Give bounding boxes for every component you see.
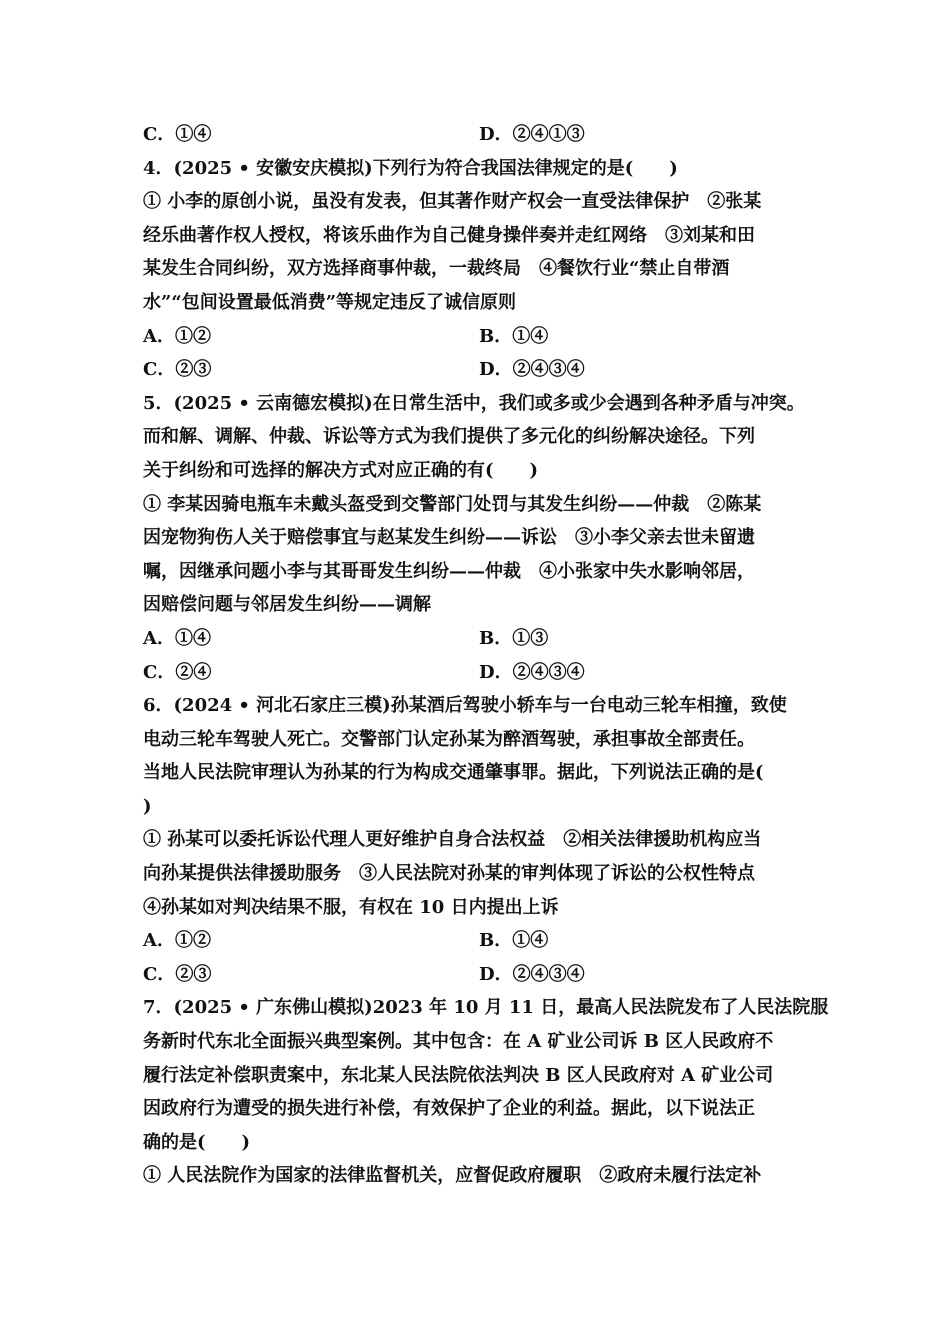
options-row xyxy=(143,656,810,690)
option-d: D．②④③④ xyxy=(479,963,585,985)
question-stem: 4．(2025 • 安徽安庆模拟)下列行为符合我国法律规定的是( ) xyxy=(143,157,678,179)
document-page xyxy=(143,118,829,1193)
statement-line: 向孙某提供法律援助服务 ③人民法院对孙某的审判体现了诉讼的公权性特点 xyxy=(143,863,755,885)
statement-line: ④孙某如对判决结果不服，有权在 10 日内提出上诉 xyxy=(143,896,559,918)
question-stem: 电动三轮车驾驶人死亡。交警部门认定孙某为醉酒驾驶，承担事故全部责任。 xyxy=(143,728,755,750)
question-stem: 5．(2025 • 云南德宏模拟)在日常生活中，我们或多或少会遇到各种矛盾与冲突。 xyxy=(143,392,805,414)
option-d: D．②④③④ xyxy=(479,359,585,381)
option-d: D．②④③④ xyxy=(479,661,585,683)
option-a: A．①② xyxy=(143,930,211,952)
question-stem: 6．(2024 • 河北石家庄三模)孙某酒后驾驶小轿车与一台电动三轮车相撞，致使 xyxy=(143,695,787,717)
question-stem: 当地人民法院审理认为孙某的行为构成交通肇事罪。据此，下列说法正确的是( xyxy=(143,762,764,784)
question-stem: 确的是( ) xyxy=(143,1131,251,1153)
question-7 xyxy=(143,991,829,1193)
option-b: B．①④ xyxy=(479,325,549,347)
question-stem: ) xyxy=(143,795,152,817)
question-stem: 因政府行为遭受的损失进行补偿，有效保护了企业的利益。据此，以下说法正 xyxy=(143,1098,755,1120)
question-stem: 履行法定补偿职责案中，东北某人民法院依法判决 B 区人民政府对 A 矿业公司 xyxy=(143,1064,774,1086)
statement-line: ① 人民法院作为国家的法律监督机关，应督促政府履职 ②政府未履行法定补 xyxy=(143,1165,762,1187)
options-row xyxy=(143,353,810,387)
statement-line: 经乐曲著作权人授权，将该乐曲作为自己健身操伴奏并走红网络 ③刘某和田 xyxy=(143,224,755,246)
question-stem: 而和解、调解、仲裁、诉讼等方式为我们提供了多元化的纠纷解决途径。下列 xyxy=(143,426,755,448)
statement-line: ① 小李的原创小说，虽没有发表，但其著作财产权会一直受法律保护 ②张某 xyxy=(143,191,762,213)
option-c: C．②③ xyxy=(143,963,212,985)
prev-options-row xyxy=(143,118,810,152)
statement-line: 某发生合同纠纷，双方选择商事仲裁，一裁终局 ④餐饮行业“禁止自带酒 xyxy=(143,258,730,280)
statement-line: 嘱，因继承问题小李与其哥哥发生纠纷——仲裁 ④小张家中失水影响邻居， xyxy=(143,560,755,582)
question-6 xyxy=(143,689,810,991)
options-row xyxy=(143,958,810,992)
option-c: C．①④ xyxy=(143,124,212,145)
option-d: D．②④①③ xyxy=(479,124,585,145)
options-row xyxy=(143,622,810,656)
question-stem: 关于纠纷和可选择的解决方式对应正确的有( ) xyxy=(143,459,539,481)
option-a: A．①② xyxy=(143,325,211,347)
statement-line: 水”“包间设置最低消费”等规定违反了诚信原则 xyxy=(143,291,517,313)
question-stem: 务新时代东北全面振兴典型案例。其中包含：在 A 矿业公司诉 B 区人民政府不 xyxy=(143,1031,774,1053)
statement-line: ① 孙某可以委托诉讼代理人更好维护自身合法权益 ②相关法律援助机构应当 xyxy=(143,829,762,851)
option-b: B．①③ xyxy=(479,627,549,649)
options-row xyxy=(143,320,810,354)
option-c: C．②③ xyxy=(143,359,212,381)
option-a: A．①④ xyxy=(143,627,211,649)
statement-line: 因赔偿问题与邻居发生纠纷——调解 xyxy=(143,594,431,616)
statement-line: 因宠物狗伤人关于赔偿事宜与赵某发生纠纷——诉讼 ③小李父亲去世未留遗 xyxy=(143,527,755,549)
question-5 xyxy=(143,387,810,689)
option-b: B．①④ xyxy=(479,930,549,952)
question-4 xyxy=(143,152,810,387)
options-row xyxy=(143,924,810,958)
statement-line: ① 李某因骑电瓶车未戴头盔受到交警部门处罚与其发生纠纷——仲裁 ②陈某 xyxy=(143,493,762,515)
question-stem: 7．(2025 • 广东佛山模拟)2023 年 10 月 11 日，最高人民法院发布了人民法院服 xyxy=(143,997,829,1019)
option-c: C．②④ xyxy=(143,661,212,683)
